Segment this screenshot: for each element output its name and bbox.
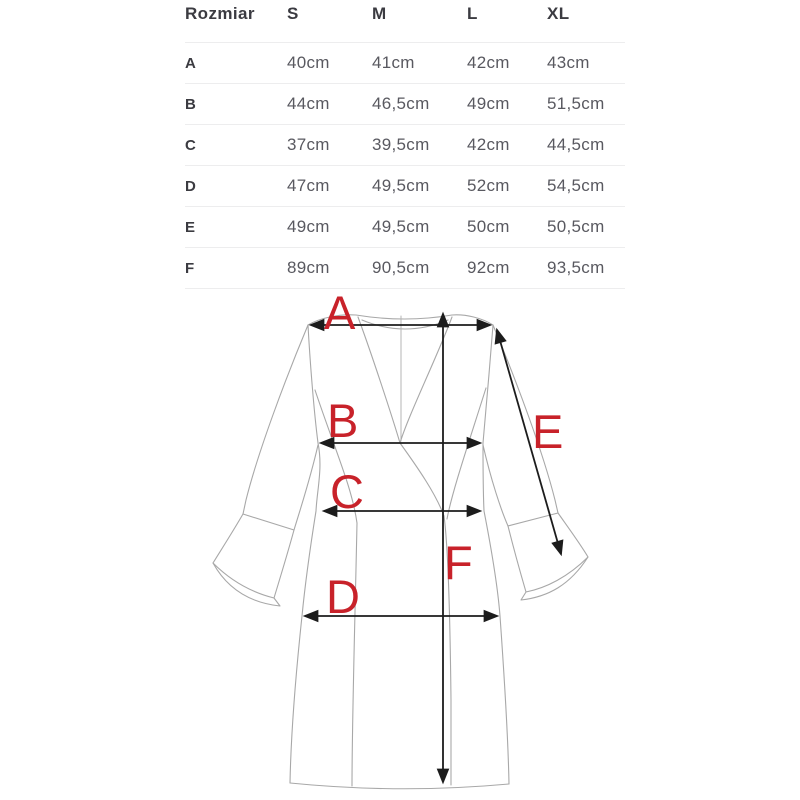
right-armhole-line [483, 325, 493, 443]
left-sleeve-inner [294, 445, 318, 530]
size-cell: 93,5cm [547, 258, 605, 277]
measurement-label-e: E [532, 405, 564, 458]
size-cell: 49cm [467, 94, 510, 113]
size-cell: 49,5cm [372, 217, 430, 236]
size-cell: 41cm [372, 53, 415, 72]
size-cell: 90,5cm [372, 258, 430, 277]
size-cell: 49cm [287, 217, 330, 236]
size-cell: 43cm [547, 53, 590, 72]
column-header-xl: XL [547, 4, 570, 23]
size-cell: 44cm [287, 94, 330, 113]
left-cuff-seam [243, 514, 294, 530]
left-cuff-flounce-underlayer [213, 563, 280, 606]
size-cell: 47cm [287, 176, 330, 195]
size-cell: 50,5cm [547, 217, 605, 236]
right-cuff-flounce [508, 513, 588, 592]
row-label: C [185, 136, 197, 154]
measurement-label-f: F [444, 536, 473, 589]
row-label: A [185, 54, 197, 72]
measurement-label-c: C [330, 465, 364, 518]
size-cell: 42cm [467, 53, 510, 72]
right-sleeve-inner [483, 445, 508, 526]
size-cell: 92cm [467, 258, 510, 277]
right-lapel-line [400, 317, 452, 443]
hem-line [290, 783, 509, 789]
size-cell: 51,5cm [547, 94, 605, 113]
size-cell: 40cm [287, 53, 330, 72]
column-header-l: L [467, 4, 478, 23]
right-princess-seam [447, 388, 486, 519]
row-label: F [185, 259, 195, 277]
size-cell: 54,5cm [547, 176, 605, 195]
left-sleeve-outer [243, 325, 308, 514]
header-rozmiar: Rozmiar [185, 4, 255, 23]
row-label: E [185, 218, 196, 236]
row-label: D [185, 177, 197, 195]
size-cell: 50cm [467, 217, 510, 236]
size-cell: 42cm [467, 135, 510, 154]
size-cell: 46,5cm [372, 94, 430, 113]
measurement-label-b: B [327, 394, 359, 447]
right-cuff-flounce-underlayer [521, 557, 588, 600]
column-header-s: S [287, 4, 299, 23]
size-cell: 49,5cm [372, 176, 430, 195]
column-header-m: M [372, 4, 387, 23]
size-cell: 44,5cm [547, 135, 605, 154]
left-lapel-line [358, 317, 400, 443]
size-cell: 89cm [287, 258, 330, 277]
dress-outline [213, 315, 588, 789]
size-cell: 39,5cm [372, 135, 430, 154]
size-cell: 52cm [467, 176, 510, 195]
measurement-arrows [305, 314, 564, 782]
row-label: B [185, 95, 197, 113]
left-armhole-line [308, 325, 318, 443]
size-cell: 37cm [287, 135, 330, 154]
measurement-label-a: A [324, 286, 356, 339]
measurement-label-d: D [326, 570, 360, 623]
